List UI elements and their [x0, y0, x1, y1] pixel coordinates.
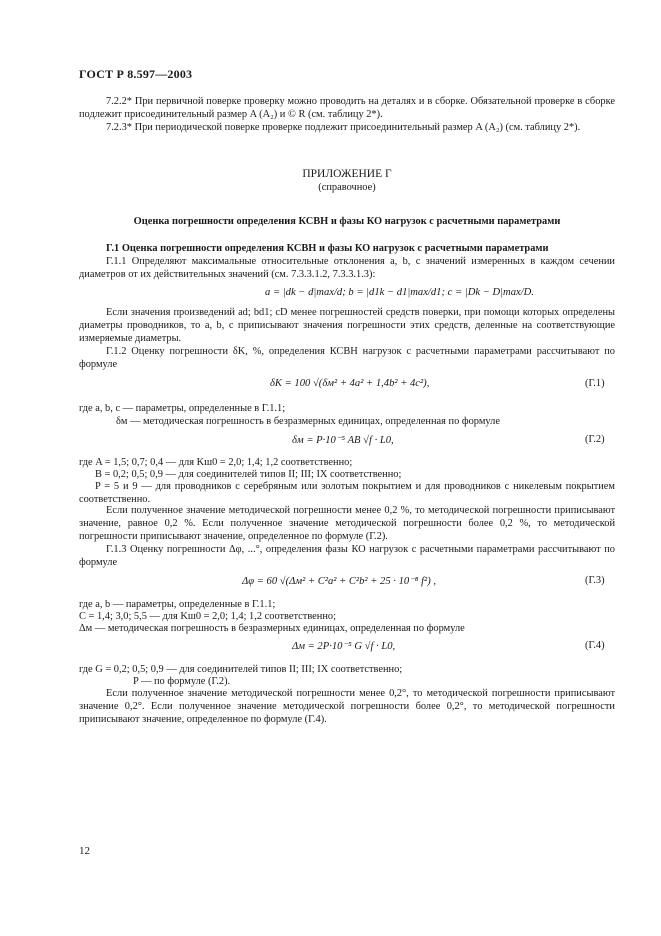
where-g1-line-1: где a, b, c — параметры, определенные в Г.1.1;	[79, 403, 286, 414]
formula-g4: Δм = 2P·10⁻⁵ G √f · L0,	[292, 641, 396, 652]
where-g2-line-1: где A = 1,5; 0,7; 0,4 — для Kш0 = 2,0; 1,4; 1,2 соответственно;	[79, 457, 353, 468]
formula-g2: δм = P·10⁻⁵ AB √f · L0,	[292, 435, 394, 446]
paragraph-7-2-2: 7.2.2* При первичной поверке проверку можно проводить на деталях и в сборке. Обязательной проверке в сборке подлежит присоединительный размер A (A₂) и © R (см. таблицу 2*).	[79, 96, 615, 120]
paragraph-g1-2: Г.1.2 Оценку погрешности δK, %, определения КСВН нагрузок с расчетными параметрами рассчитывают по формуле	[79, 346, 615, 370]
equation-number-g2: (Г.2)	[585, 434, 605, 445]
paragraph-g1-1-note: Если значения произведений ad; bd1; cD менее погрешностей средств поверки, при помощи которых определены диаметры проводников, то a, b, c приписывают значения погрешности этих средств, деленные на соответствующие измеряемые диаметры.	[79, 307, 615, 344]
equation-number-g1: (Г.1)	[585, 378, 605, 389]
where-g4-line-1: где G = 0,2; 0,5; 0,9 — для соединителей типов II; III; IX соответственно;	[79, 664, 403, 675]
equation-number-g4: (Г.4)	[585, 640, 605, 651]
formula-abc: a = |dk − d|max/d; b = |d1k − d1|max/d1; c = |Dk − D|max/D.	[265, 287, 534, 298]
where-g1-line-2: δм — методическая погрешность в безразмерных единицах, определенная по формуле	[116, 416, 500, 427]
standard-header: ГОСТ Р 8.597—2003	[79, 67, 193, 81]
paragraph-7-2-3: 7.2.3* При периодической поверке проверке подлежит присоединительный размер A (A₂) (см. таблицу 2*).	[106, 122, 581, 133]
where-g4-line-2: P — по формуле (Г.2).	[133, 676, 231, 687]
where-g3-line-3: Δм — методическая погрешность в безразмерных единицах, определенная по формуле	[79, 623, 465, 634]
paragraph-g1-1: Г.1.1 Определяют максимальные относительные отклонения a, b, c значений измеренных в каждом сечении диаметров от их действительных значений (см. 7.3.3.1.2, 7.3.3.1.3):	[79, 256, 615, 280]
formula-g3: Δφ = 60 √(Δм² + C²a² + C²b² + 25 · 10⁻⁸ f²) ,	[242, 576, 437, 587]
where-g2-line-3: P = 5 и 9 — для проводников с серебряным или золотым покрытием и для проводников с никелевым покрытием соответственно.	[79, 481, 615, 505]
appendix-subtitle: (справочное)	[318, 182, 376, 193]
appendix-title: ПРИЛОЖЕНИЕ Г	[302, 168, 392, 180]
where-g3-line-2: C = 1,4; 3,0; 5,5 — для Kш0 = 2,0; 1,4; 1,2 соответственно;	[79, 611, 336, 622]
section-g1-heading: Г.1 Оценка погрешности определения КСВН и фазы КО нагрузок с расчетными параметрами	[106, 243, 549, 254]
equation-number-g3: (Г.3)	[585, 575, 605, 586]
paragraph-g1-3-note: Если полученное значение методической погрешности менее 0,2°, то методической погрешности приписывают значение 0,2°. Если полученное значение методической погрешности более 0,2°, то методической погрешности приписывают значение, определенное по формуле (Г.4).	[79, 688, 615, 725]
page-number: 12	[79, 845, 90, 857]
appendix-heading: Оценка погрешности определения КСВН и фазы КО нагрузок с расчетными параметрами	[133, 216, 561, 227]
where-g3-line-1: где a, b — параметры, определенные в Г.1.1;	[79, 599, 276, 610]
formula-g1: δK = 100 √(δм² + 4a² + 1,4b² + 4c²),	[270, 378, 430, 389]
paragraph-g1-3: Г.1.3 Оценку погрешности Δφ, ...°, определения фазы КО нагрузок с расчетными параметрами рассчитывают по формуле	[79, 544, 615, 568]
paragraph-g1-2-note: Если полученное значение методической погрешности менее 0,2 %, то методической погрешности приписывают значение, равное 0,2 %. Если полученное значение методической погрешности более 0,2 %, то методической погрешности приписывают значение, определенное по формуле (Г.2).	[79, 505, 615, 542]
where-g2-line-2: B = 0,2; 0,5; 0,9 — для соединителей типов II; III; IX соответственно;	[95, 469, 402, 480]
